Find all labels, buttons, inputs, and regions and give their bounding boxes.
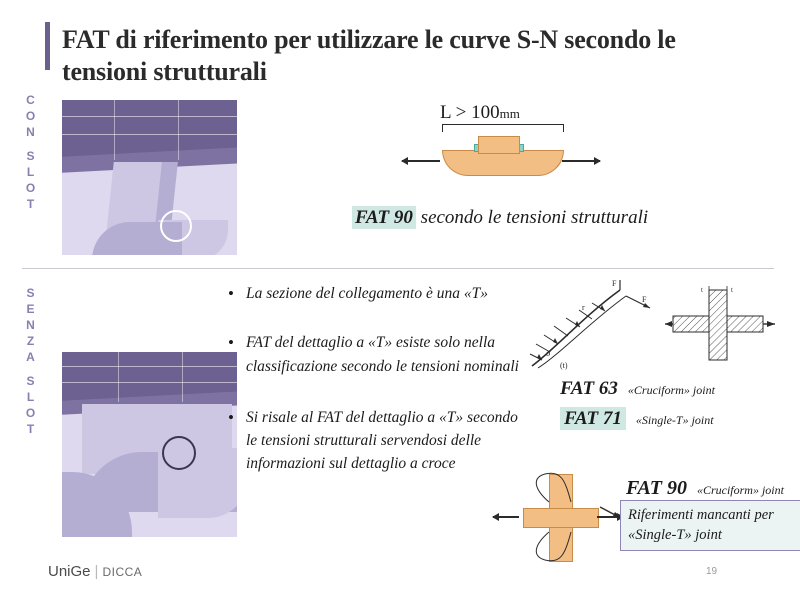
footer-separator: | [94, 563, 99, 580]
page-title: FAT di riferimento per utilizzare le curve S-N secondo le tensioni strutturali [62, 25, 676, 86]
detail-circle-marker-bottom [162, 436, 196, 470]
svg-text:(t): (t) [560, 361, 568, 370]
title-accent-bar [45, 22, 50, 70]
fat90-top-value: FAT 90 [352, 206, 416, 229]
svg-text:r: r [582, 303, 585, 312]
svg-text:t: t [731, 286, 733, 294]
side-label-con-slot: C O N S L O T [25, 93, 37, 211]
section-divider [22, 268, 774, 269]
fat90-top-text: secondo le tensioni strutturali [415, 207, 649, 228]
load-arrow-left [402, 160, 440, 162]
callout-arrow-icon [598, 505, 622, 523]
fat63-tag: FAT 63 [560, 378, 618, 399]
missing-references-callout: Riferimenti mancanti per «Single-T» joint [620, 500, 800, 551]
fat71-note: «Single-T» joint [635, 413, 714, 427]
svg-text:t: t [701, 286, 703, 294]
list-item: • Si risale al FAT del dettaglio a «T» secondo le tensioni strutturali servendosi delle informazioni sul dettaglio a croce [228, 406, 520, 476]
dimension-label: L > 100mm [438, 102, 602, 124]
list-item: • La sezione del collegamento è una «T» [228, 282, 520, 305]
fat90-bottom-row [626, 477, 784, 500]
bullet-list [228, 282, 520, 496]
footer-department: DICCA [102, 565, 143, 579]
render-image-senza-slot [62, 352, 237, 537]
fat71-row [560, 408, 714, 430]
load-arrow-right [562, 160, 600, 162]
svg-text:F: F [612, 280, 617, 288]
cruciform-joint-sketch [665, 284, 775, 366]
attachment-plate-shape [478, 136, 520, 154]
fat63-note: «Cruciform» joint [627, 383, 715, 397]
fat90-bottom-tag: FAT 90 [626, 477, 687, 499]
list-item: • FAT del dettaglio a «T» esiste solo nella classificazione secondo le tensioni nominali [228, 331, 520, 378]
fat90-top-caption [352, 207, 648, 229]
stress-distribution-sketch [524, 280, 654, 372]
fat71-tag: FAT 71 [560, 407, 626, 430]
weld-detail-diagram [430, 102, 590, 190]
footer-logo [48, 563, 142, 580]
svg-text:F: F [642, 295, 647, 304]
fat90-bottom-note: «Cruciform» joint [696, 483, 784, 497]
footer-org: UniGe [48, 563, 91, 580]
detail-circle-marker-top [160, 210, 192, 242]
page-number: 19 [706, 566, 718, 577]
svg-text:σ: σ [546, 348, 551, 358]
render-image-con-slot [62, 100, 237, 255]
fat63-row [560, 378, 715, 400]
side-label-senza-slot: S E N Z A S L O T [25, 286, 37, 436]
